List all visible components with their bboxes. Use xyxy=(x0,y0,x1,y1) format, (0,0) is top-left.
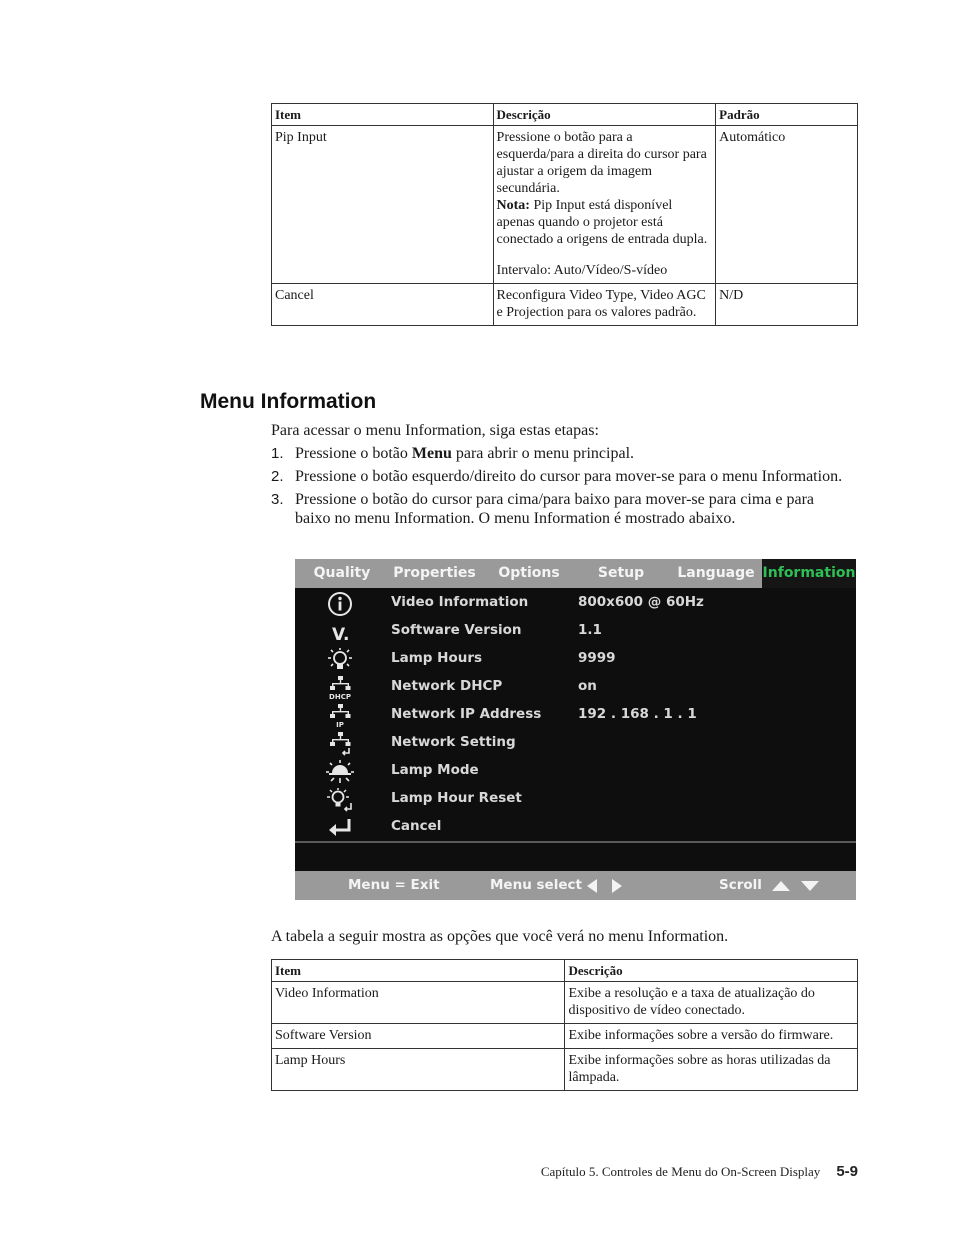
tab-language[interactable]: Language xyxy=(677,565,755,581)
osd-item-value: 192 . 168 . 1 . 1 xyxy=(578,706,697,722)
step-text-before: Pressione o botão xyxy=(295,445,412,462)
arrow-up-icon xyxy=(771,880,791,892)
cell-description: Exibe a resolução e a taxa de atualização do dispositivo de vídeo conectado. xyxy=(565,982,858,1024)
osd-item-label: Cancel xyxy=(391,818,442,834)
scroll-hint: Scroll xyxy=(719,877,762,893)
osd-item-network-ip[interactable] xyxy=(295,701,856,729)
header-default: Padrão xyxy=(716,104,858,126)
osd-item-label: Lamp Hours xyxy=(391,650,483,666)
step-text: Pressione o botão do cursor para cima/para baixo para mover-se para cima e para baixo no menu Information. O menu Information é mostrado abaixo. xyxy=(295,491,815,527)
lamp-mode-icon xyxy=(323,759,357,785)
tab-options[interactable]: Options xyxy=(498,565,560,581)
osd-item-label: Video Information xyxy=(391,594,529,610)
section-title: Menu Information xyxy=(200,390,377,413)
arrow-down-icon xyxy=(800,880,820,892)
note-label: Nota: xyxy=(496,198,530,213)
pip-options-table xyxy=(271,103,858,326)
cell-description: Exibe informações sobre a versão do firmware. xyxy=(565,1024,858,1049)
osd-item-value: on xyxy=(578,678,597,694)
step-text-after: para abrir o menu principal. xyxy=(451,445,635,462)
menu-select-hint: Menu select xyxy=(490,877,582,893)
header-item: Item xyxy=(272,104,494,126)
osd-item-label: Lamp Mode xyxy=(391,762,479,778)
table-intro-text: A tabela a seguir mostra as opções que você verá no menu Information. xyxy=(271,928,729,945)
section-intro: Para acessar o menu Information, siga estas etapas: xyxy=(271,422,599,439)
osd-item-value: 800x600 @ 60Hz xyxy=(578,594,704,610)
page-footer xyxy=(541,1163,858,1180)
table-row xyxy=(272,284,858,326)
chapter-title: Capítulo 5. Controles de Menu do On-Screen Display xyxy=(540,1164,821,1179)
step-item xyxy=(271,467,851,486)
desc-main: Pressione o botão para a esquerda/para a direita do cursor para ajustar a origem da imagem secundária. xyxy=(496,130,707,196)
step-item xyxy=(271,490,851,528)
desc-note xyxy=(497,197,712,248)
osd-help-bar xyxy=(295,871,856,900)
osd-item-lamp-mode[interactable] xyxy=(295,757,856,785)
osd-item-video-information[interactable] xyxy=(295,589,856,617)
cell-item: Video Information xyxy=(272,982,565,1024)
osd-item-network-setting[interactable] xyxy=(295,729,856,757)
information-options-table xyxy=(271,959,858,1091)
osd-item-label: Network DHCP xyxy=(391,678,503,694)
network-dhcp-icon xyxy=(323,675,357,701)
network-ip-icon xyxy=(323,703,357,729)
tab-quality[interactable]: Quality xyxy=(313,565,371,581)
step-number: 1. xyxy=(271,445,284,462)
osd-information-menu xyxy=(295,559,856,900)
arrow-right-icon xyxy=(610,878,624,894)
cell-description xyxy=(493,126,716,284)
version-icon xyxy=(323,619,357,645)
header-description: Descrição xyxy=(565,960,858,982)
osd-item-label: Network IP Address xyxy=(391,706,542,722)
cell-item: Pip Input xyxy=(272,126,494,284)
tab-properties[interactable]: Properties xyxy=(393,565,476,581)
osd-item-label: Lamp Hour Reset xyxy=(391,790,522,806)
osd-separator xyxy=(295,841,856,843)
dhcp-icon-text: DHCP xyxy=(329,693,351,701)
network-setting-icon xyxy=(323,731,357,757)
step-text: Pressione o botão esquerdo/direito do cursor para mover-se para o menu Information. xyxy=(295,468,843,485)
cell-default: Automático xyxy=(716,126,858,284)
menu-exit-hint: Menu = Exit xyxy=(348,877,440,893)
tab-information[interactable]: Information xyxy=(762,559,856,588)
cell-item: Cancel xyxy=(272,284,494,326)
table-row xyxy=(272,982,858,1024)
osd-item-value: 1.1 xyxy=(578,622,602,638)
tab-setup[interactable]: Setup xyxy=(597,565,645,581)
osd-item-network-dhcp[interactable] xyxy=(295,673,856,701)
version-icon-text: V. xyxy=(332,625,350,645)
osd-item-cancel[interactable] xyxy=(295,813,856,841)
arrow-left-icon xyxy=(585,878,599,894)
step-number: 3. xyxy=(271,491,284,508)
info-icon xyxy=(323,591,357,617)
step-text-bold: Menu xyxy=(411,445,452,462)
step-number: 2. xyxy=(271,468,284,485)
osd-item-label: Network Setting xyxy=(391,734,516,750)
osd-item-value: 9999 xyxy=(578,650,616,666)
cell-default: N/D xyxy=(716,284,858,326)
osd-item-label: Software Version xyxy=(391,622,522,638)
steps-list xyxy=(271,444,851,532)
osd-tab-bar xyxy=(295,559,856,588)
osd-item-lamp-hours[interactable] xyxy=(295,645,856,673)
step-item xyxy=(271,444,851,463)
cell-description: Reconfigura Video Type, Video AGC e Projection para os valores padrão. xyxy=(493,284,716,326)
lamp-icon xyxy=(323,647,357,673)
cell-item: Lamp Hours xyxy=(272,1049,565,1091)
cell-description: Exibe informações sobre as horas utilizadas da lâmpada. xyxy=(565,1049,858,1091)
return-icon xyxy=(323,815,357,841)
osd-item-lamp-hour-reset[interactable] xyxy=(295,785,856,813)
table-header-row xyxy=(272,960,858,982)
osd-item-software-version[interactable] xyxy=(295,617,856,645)
ip-icon-text: IP xyxy=(336,721,344,729)
table-row xyxy=(272,1024,858,1049)
desc-range: Intervalo: Auto/Vídeo/S-vídeo xyxy=(496,263,668,278)
note-text: Pip Input está disponível apenas quando o projetor está conectado a origens de entrada dupla. xyxy=(496,198,708,247)
header-description: Descrição xyxy=(493,104,716,126)
header-item: Item xyxy=(272,960,565,982)
page-number: 5-9 xyxy=(836,1163,858,1180)
table-row xyxy=(272,1049,858,1091)
cell-item: Software Version xyxy=(272,1024,565,1049)
lamp-reset-icon xyxy=(323,787,357,813)
table-header-row xyxy=(272,104,858,126)
table-row xyxy=(272,126,858,284)
